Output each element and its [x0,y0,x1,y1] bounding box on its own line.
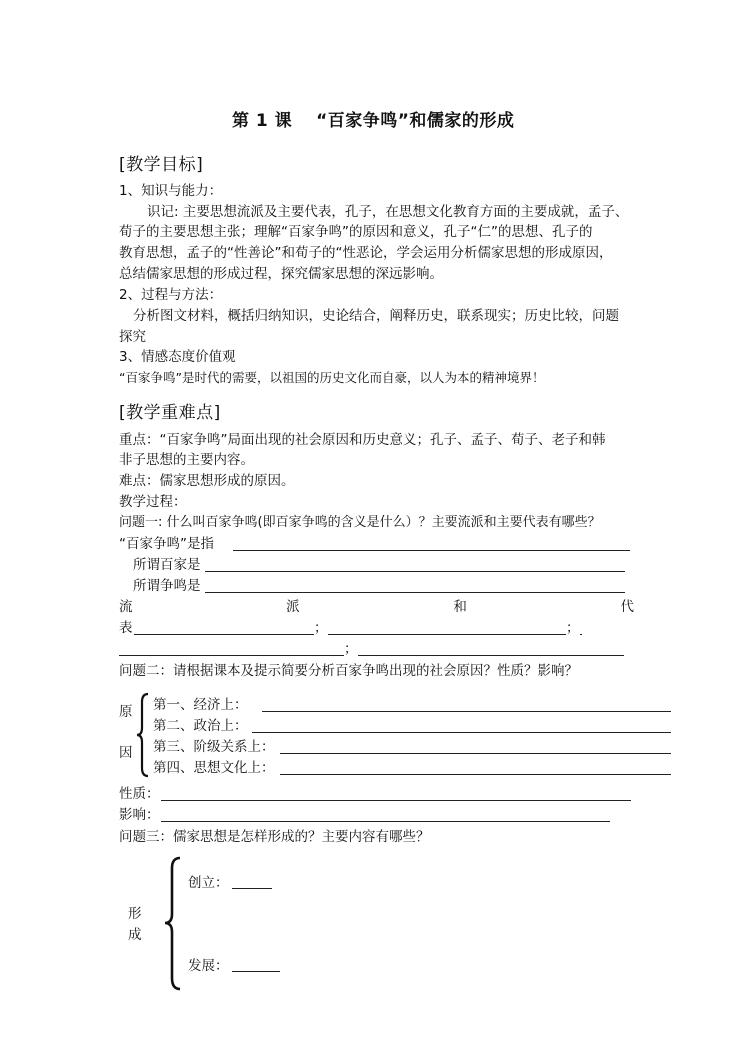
question-2: 问题二：请根据课本及提示简要分析百家争鸣出现的社会原因？性质？影响？ [119,663,578,679]
answer-blank [358,655,624,656]
founded-label: 创立： [188,875,229,891]
semicolon: ； [566,620,580,636]
goal3-heading: 3、情感态度价值观 [119,349,236,365]
key-point-line: 重点：“百家争鸣”局面出现的社会原因和历史意义；孔子、孟子、荀子、老子和韩 [119,432,606,448]
section-heading-keypoints: [教学重难点] [119,403,221,423]
question-1: 问题一: 什么叫百家争鸣(即百家争鸣的含义是什么）？主要流派和主要代表有哪些？ [119,515,601,530]
cause-item: 第一、经济上： [153,697,248,713]
semicolon: ； [314,620,328,636]
cause-item: 第二、政治上： [153,718,248,734]
answer-blank [119,655,344,656]
cause-item: 第三、阶级关系上： [153,739,275,755]
answer-blank [205,571,625,572]
goal2-heading: 2、过程与方法： [119,287,223,303]
spread-char: 派 [286,599,300,615]
answer-blank [232,888,272,889]
answer-blank [280,753,671,754]
formation-label: 形 [128,906,142,922]
q1-answer-label: 所谓百家是 [133,557,201,573]
answer-blank [328,634,566,635]
answer-blank [262,711,671,712]
goal2-line: 探究 [119,329,146,345]
goal1-line: 识记: 主要思想流派及主要代表，孔子，在思想文化教育方面的主要成就，孟子、 [147,204,629,220]
developed-label: 发展： [188,958,229,974]
goal2-line: 分析图文材料，概括归纳知识，史论结合，阐释历史，联系现实；历史比较，问题 [133,308,619,324]
answer-blank [161,800,631,801]
answer-blank [232,971,280,972]
answer-blank [134,634,314,635]
process-heading: 教学过程： [119,494,187,510]
difficult-point: 难点：儒家思想形成的原因。 [119,473,295,489]
goal3-line: “百家争鸣”是时代的需要，以祖国的历史文化而自豪，以人为本的精神境界！ [119,370,545,385]
semicolon: ； [344,641,358,657]
formation-label: 成 [128,927,142,943]
goal1-heading: 1、知识与能力： [119,183,223,199]
goal1-line: 教育思想，孟子的“性善论”和荀子的“性恶论，学会运用分析儒家思想的形成原因， [119,245,613,261]
impact-label: 影响： [119,807,160,823]
answer-blank [280,774,671,775]
key-point-line: 非子思想的主要内容。 [119,452,254,468]
spread-char: 和 [453,599,467,615]
spread-char: 流 [119,599,133,615]
question-3: 问题三：儒家思想是怎样形成的？主要内容有哪些？ [119,829,430,845]
answer-blank [205,592,625,593]
answer-blank [161,821,610,822]
cause-label: 原 [119,704,133,720]
cause-item: 第四、思想文化上： [153,760,275,776]
answer-blank [580,634,582,635]
left-brace-icon [164,856,182,992]
spread-char: 代 [620,599,634,615]
section-heading-goals: [教学目标] [119,155,204,175]
answer-blank [252,732,671,733]
page-title: 第 1 课 “百家争鸣”和儒家的形成 [232,111,515,131]
q1-answer-label: “百家争鸣”是指 [119,536,214,552]
q1-spread-line [119,598,634,616]
left-brace-icon [136,692,150,778]
q1-answer-label: 所谓争鸣是 [133,578,201,594]
goal1-line: 荀子的主要思想主张；理解“百家争鸣”的原因和意义，孔子“仁”的思想、孔子的 [119,224,593,240]
goal1-line: 总结儒家思想的形成过程，探究儒家思想的深远影响。 [119,266,443,282]
nature-label: 性质： [119,786,160,802]
cause-label: 因 [119,745,133,761]
answer-blank [233,550,630,551]
q1-answer-label: 表 [119,620,133,636]
